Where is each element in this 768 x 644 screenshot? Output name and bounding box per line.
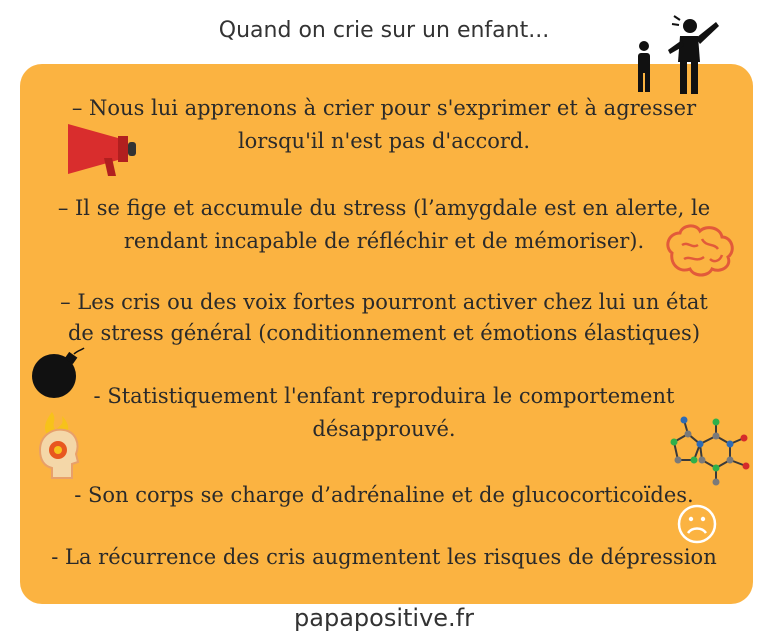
point-4-line-1: - Statistiquement l'enfant reproduira le comportement — [93, 384, 675, 408]
point-5-line-1: - Son corps se charge d’adrénaline et de glucocorticoïdes. — [74, 483, 694, 507]
point-2-line-2: rendant incapable de réfléchir et de mémoriser). — [123, 229, 645, 253]
footer-site: papapositive.fr — [294, 604, 474, 632]
adult-yelling-at-child-icon — [628, 10, 728, 96]
head-on-fire-icon — [30, 406, 86, 482]
point-4-line-2: désapprouvé. — [312, 417, 456, 441]
point-3-line-1: – Les cris ou des voix fortes pourront activer chez lui un état — [60, 290, 708, 314]
brain-icon — [662, 223, 736, 279]
point-6-line-1: - La récurrence des cris augmentent les risques de dépression — [51, 545, 717, 569]
sad-face-icon — [676, 503, 718, 545]
bomb-icon — [28, 346, 88, 402]
point-1-line-1: – Nous lui apprenons à crier pour s'exprimer et à agresser — [71, 96, 697, 120]
point-2-line-1: – Il se fige et accumule du stress (l’amygdale est en alerte, le — [57, 196, 711, 220]
point-3-line-2: de stress général (conditionnement et émotions élastiques) — [67, 321, 701, 345]
point-1-line-2: lorsqu'il n'est pas d'accord. — [237, 129, 531, 153]
molecule-icon — [664, 412, 756, 486]
megaphone-icon — [64, 118, 140, 180]
page-title: Quand on crie sur un enfant... — [218, 18, 550, 43]
